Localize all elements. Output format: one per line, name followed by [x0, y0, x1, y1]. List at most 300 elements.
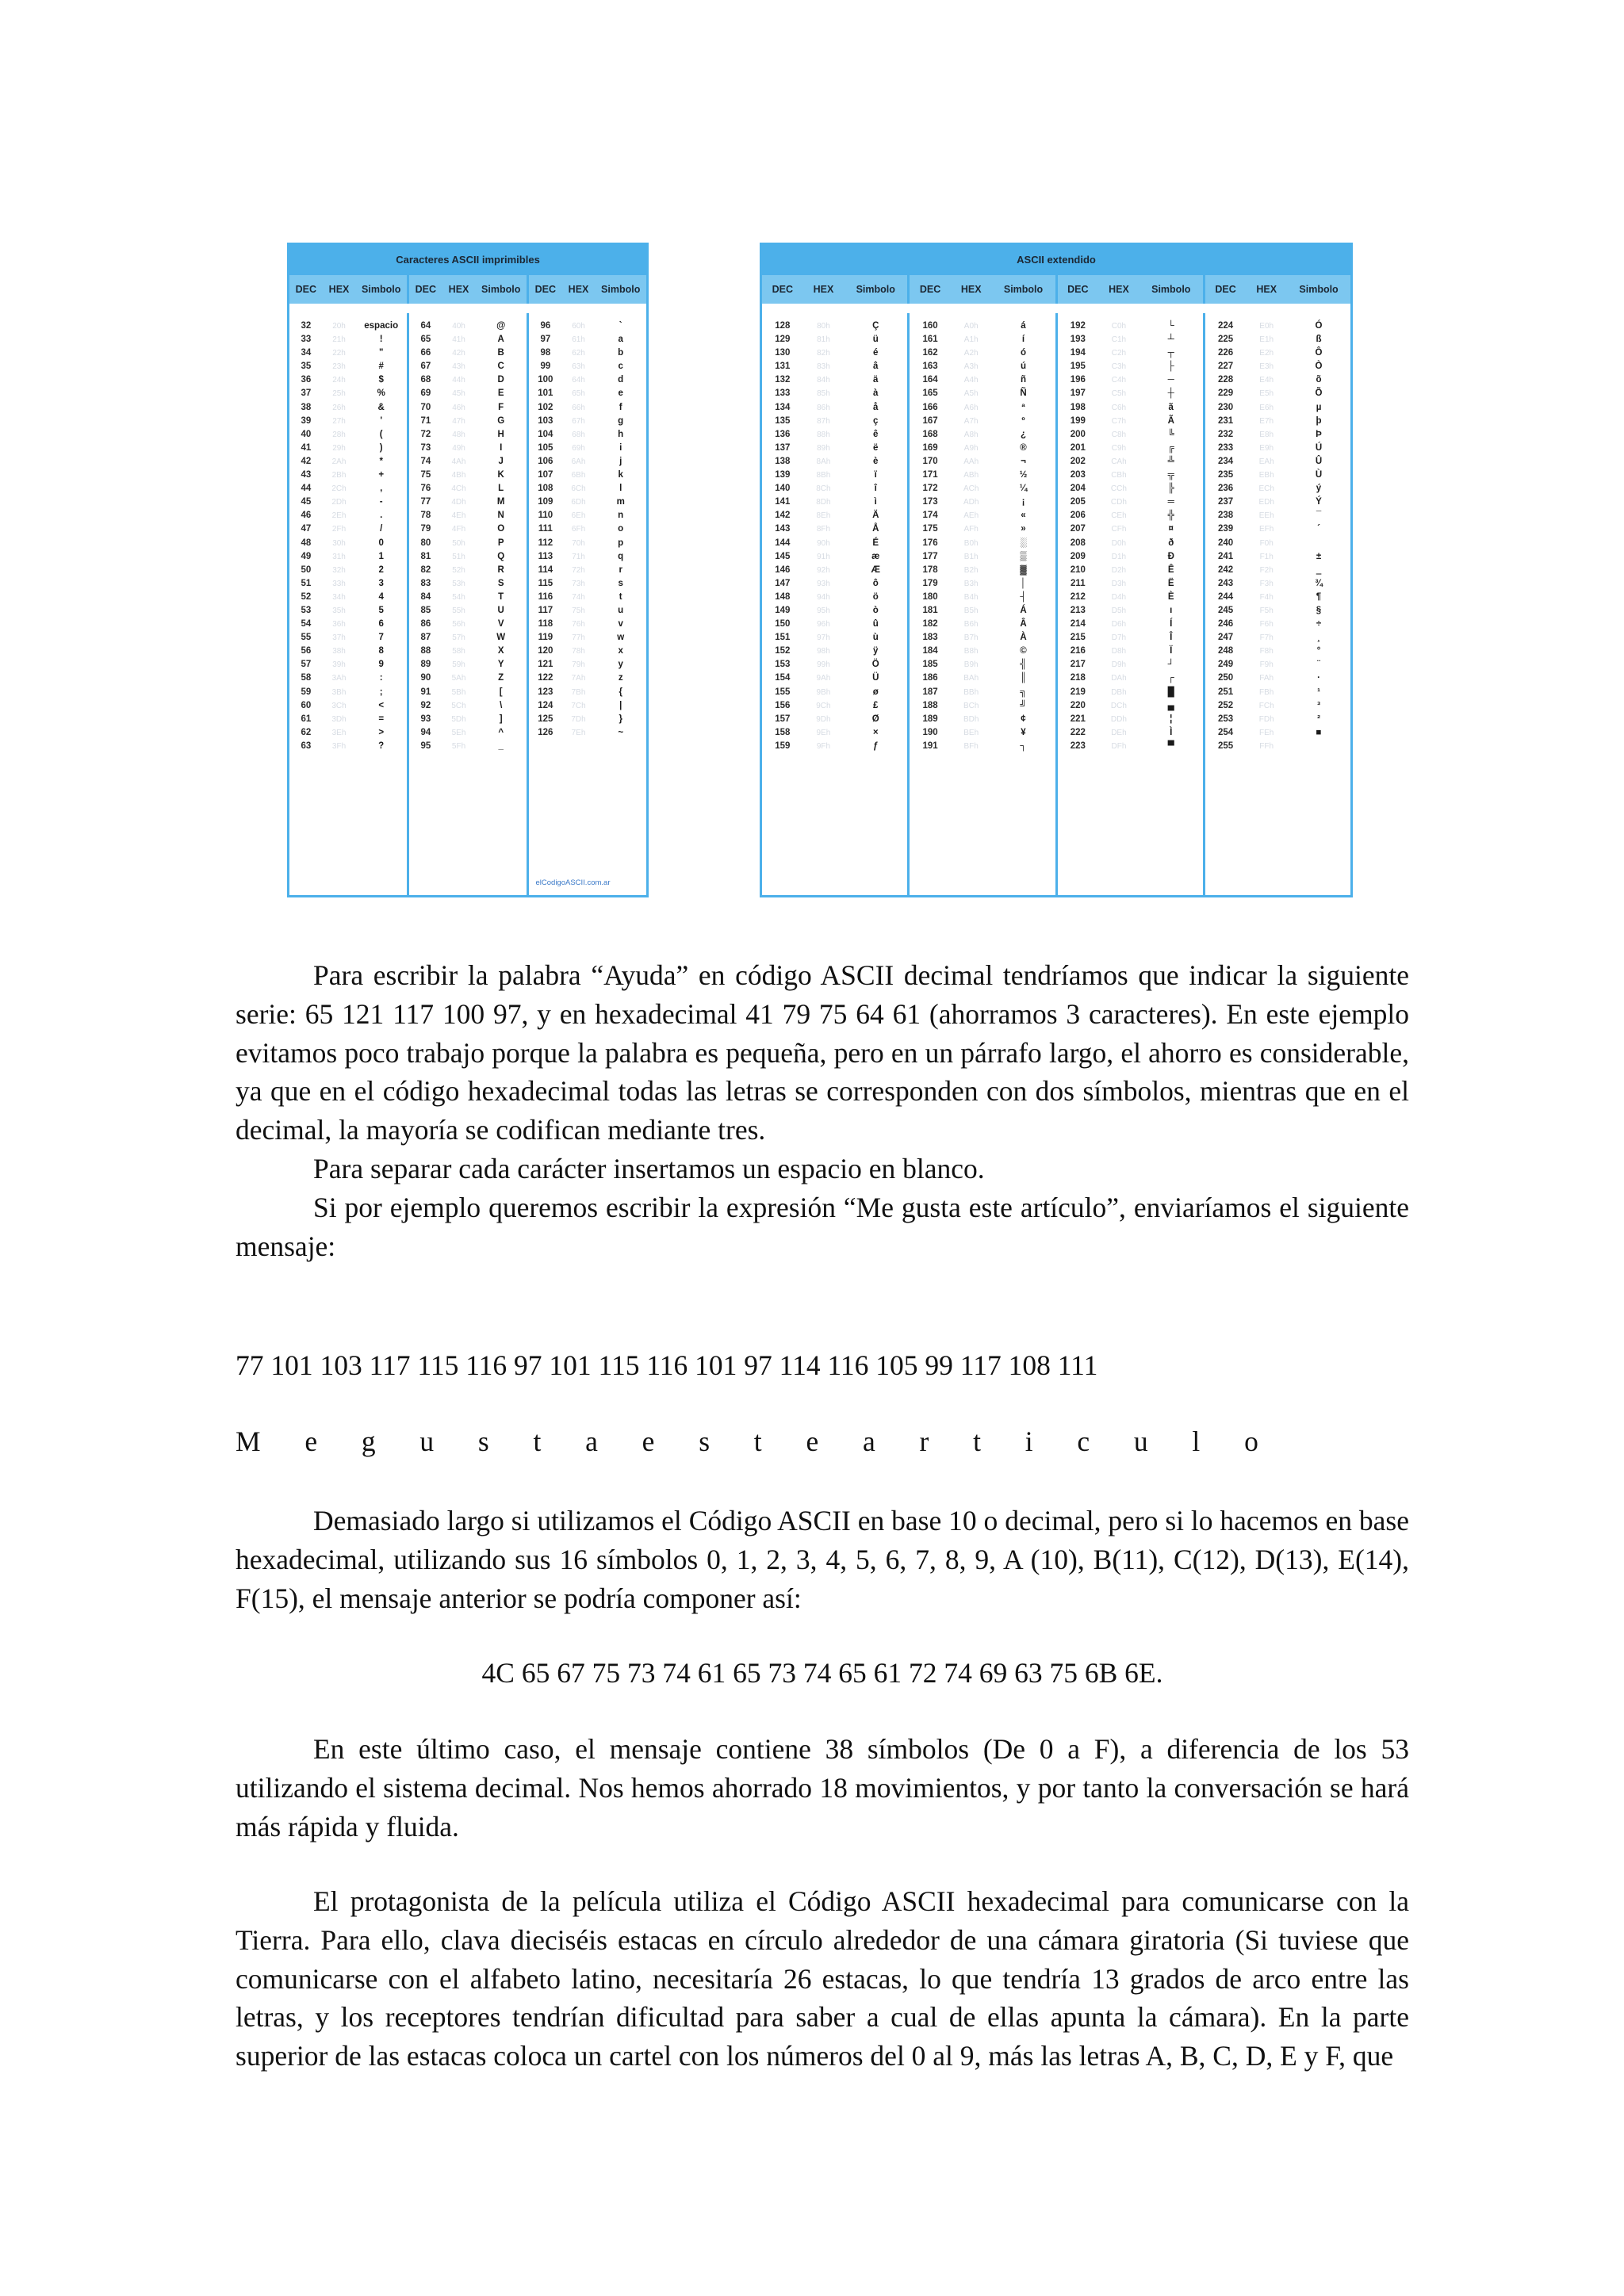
table-cell-hex: E2h	[1259, 349, 1274, 358]
table-cell-dec: 86	[420, 619, 431, 629]
table-cell-symbol: ═	[1167, 497, 1174, 507]
table-cell-dec: 32	[301, 321, 312, 331]
table-cell-hex: 7Ch	[571, 701, 586, 710]
column-header-dec: DEC	[295, 284, 317, 295]
table-cell-symbol: %	[377, 388, 385, 399]
table-cell-symbol: Ø	[871, 714, 879, 724]
table-cell-dec: 246	[1217, 619, 1234, 629]
table-cell-dec: 165	[922, 388, 938, 399]
table-cell-hex: C4h	[1111, 376, 1127, 385]
table-cell-dec: 91	[420, 687, 431, 697]
table-cell-hex: ECh	[1258, 484, 1274, 494]
table-cell-symbol: ¶	[1316, 591, 1322, 602]
table-cell-symbol: ¢	[1021, 714, 1026, 724]
table-cell-hex: CCh	[1110, 484, 1127, 494]
table-cell-hex: 4Bh	[451, 471, 466, 480]
table-cell-hex: 45h	[452, 389, 465, 399]
table-cell-hex: E4h	[1259, 376, 1274, 385]
table-cell-dec: 155	[775, 687, 791, 697]
table-cell-hex: 2Ch	[331, 484, 347, 494]
table-cell-hex: EDh	[1258, 498, 1274, 507]
table-cell-dec: 195	[1070, 362, 1086, 372]
table-cell-hex: 34h	[332, 592, 346, 602]
column-header-dec: DEC	[527, 275, 562, 304]
table-cell-symbol: E	[497, 388, 504, 399]
table-cell-dec: 196	[1070, 375, 1086, 385]
table-cell-dec: 76	[420, 484, 431, 494]
table-cell-hex: 48h	[452, 430, 465, 439]
table-cell-symbol: ~	[618, 727, 624, 737]
table-cell-symbol: ý	[1316, 484, 1322, 494]
table-cell-hex: 37h	[332, 633, 346, 643]
table-cell-symbol: ?	[378, 740, 385, 751]
table-cell-dec: 253	[1217, 714, 1234, 724]
table-cell-symbol: å	[873, 402, 879, 412]
table-cell-dec: 250	[1217, 673, 1234, 683]
table-cell-dec: 147	[775, 578, 791, 588]
table-cell-dec: 227	[1217, 362, 1234, 372]
table-cell-symbol: Ó	[1315, 321, 1323, 331]
table-cell-hex: C8h	[1111, 430, 1127, 439]
table-cell-dec: 214	[1070, 619, 1086, 629]
letter: t	[533, 1425, 542, 1457]
table-cell-symbol: õ	[1316, 375, 1322, 385]
table-cell-hex: CDh	[1110, 498, 1127, 507]
table-cell-dec: 125	[538, 714, 553, 724]
table-cell-dec: 96	[540, 321, 551, 331]
table-cell-symbol: ×	[872, 727, 879, 737]
table-cell-symbol: *	[379, 456, 383, 466]
table-cell-hex: 6Dh	[571, 498, 586, 507]
table-cell-symbol: Ë	[1167, 578, 1174, 588]
table-column-hex	[1098, 320, 1139, 895]
table-column-hex	[951, 320, 992, 895]
table-cell-hex: B1h	[963, 552, 979, 561]
table-cell-dec: 226	[1217, 348, 1234, 358]
table-column-sym	[1287, 320, 1350, 895]
table-cell-dec: 202	[1070, 456, 1086, 466]
table-cell-dec: 173	[922, 497, 938, 507]
table-cell-dec: 64	[420, 321, 431, 331]
table-cell-symbol: ▒	[1020, 551, 1027, 561]
table-cell-hex: FCh	[1258, 701, 1274, 710]
table-cell-hex: 84h	[817, 376, 830, 385]
table-cell-hex: F8h	[1259, 647, 1274, 656]
table-cell-hex: 98h	[817, 647, 830, 656]
table-cell-hex: AAh	[963, 457, 979, 466]
table-cell-hex: 61h	[572, 335, 585, 345]
table-cell-hex: FAh	[1259, 674, 1274, 683]
table-cell-hex: B2h	[963, 565, 979, 575]
letter: g	[361, 1425, 376, 1457]
column-header-hex: HEX	[328, 284, 350, 295]
table-cell-hex: 41h	[452, 335, 465, 345]
table-cell-dec: 88	[420, 646, 431, 656]
table-cell-dec: 171	[922, 470, 938, 480]
table-cell-hex: 68h	[572, 430, 585, 439]
letter: s	[477, 1425, 489, 1457]
table-cell-hex: 55h	[452, 606, 465, 615]
table-column-group	[289, 313, 407, 895]
table-cell-dec: 158	[775, 727, 791, 737]
letter-sequence	[236, 1422, 1258, 1461]
table-cell-symbol: î	[874, 484, 877, 494]
table-cell-hex: AFh	[963, 525, 979, 534]
table-cell-symbol: w	[617, 633, 625, 643]
table-column-dec	[1058, 320, 1099, 895]
paragraph: Para separar cada carácter insertamos un espacio en blanco.	[313, 1152, 985, 1184]
table-cell-hex: 97h	[817, 633, 830, 643]
table-cell-dec: 90	[420, 673, 431, 683]
table-cell-dec: 160	[922, 321, 938, 331]
table-cell-dec: 82	[420, 564, 431, 575]
table-cell-symbol: á	[1021, 321, 1026, 331]
table-cell-dec: 151	[775, 633, 791, 643]
table-cell-dec: 157	[775, 714, 791, 724]
table-cell-symbol: m	[616, 497, 625, 507]
table-cell-symbol: ±	[1316, 551, 1322, 561]
table-cell-hex: DBh	[1111, 687, 1127, 697]
table-cell-dec: 138	[775, 456, 791, 466]
table-cell-symbol: Ù	[1315, 470, 1323, 480]
table-cell-symbol: F	[498, 402, 504, 412]
table-cell-hex: 82h	[817, 349, 830, 358]
table-cell-dec: 79	[420, 524, 431, 534]
table-cell-dec: 50	[301, 564, 312, 575]
table-cell-hex: D6h	[1111, 620, 1127, 629]
table-cell-dec: 78	[420, 511, 431, 521]
table-cell-symbol: ¦	[1170, 714, 1173, 724]
table-cell-symbol: W	[496, 633, 506, 643]
decimal-code-line	[236, 1346, 1409, 1385]
table-cell-dec: 149	[775, 605, 791, 615]
table-cell-hex: C7h	[1111, 416, 1127, 426]
table-cell-dec: 198	[1070, 402, 1086, 412]
table-cell-hex: 6Bh	[571, 471, 586, 480]
table-cell-dec: 230	[1217, 402, 1234, 412]
table-cell-symbol: Ô	[1315, 348, 1323, 358]
table-cell-dec: 141	[775, 497, 791, 507]
table-cell-symbol: Ç	[872, 321, 879, 331]
table-cell-symbol: ®	[1020, 442, 1027, 453]
table-cell-symbol: v	[618, 619, 623, 629]
table-cell-symbol: H	[497, 429, 504, 439]
table-cell-dec: 152	[775, 646, 791, 656]
table-cell-symbol: Ä	[872, 511, 879, 521]
ascii-extended-table	[760, 243, 1353, 897]
table-cell-symbol: ‗	[1316, 564, 1322, 575]
table-cell-symbol: ;	[379, 687, 383, 697]
table-cell-symbol: t	[619, 591, 622, 602]
table-cell-dec: 73	[420, 442, 431, 453]
table-cell-dec: 133	[775, 388, 791, 399]
table-cell-dec: 164	[922, 375, 938, 385]
table-column-sym	[595, 320, 646, 895]
table-cell-dec: 245	[1217, 605, 1234, 615]
table-cell-symbol: Ý	[1316, 497, 1322, 507]
table-cell-hex: D3h	[1111, 579, 1127, 588]
letters-line	[236, 1422, 1409, 1461]
table-cell-dec: 180	[922, 591, 938, 602]
table-cell-symbol: ,	[380, 484, 383, 494]
table-cell-dec: 77	[420, 497, 431, 507]
table-cell-hex: A9h	[963, 443, 979, 453]
table-cell-symbol: ╠	[1167, 484, 1174, 494]
table-cell-hex: 54h	[452, 592, 465, 602]
table-cell-hex: 39h	[332, 660, 346, 670]
table-cell-dec: 80	[420, 538, 431, 548]
letter: u	[1133, 1425, 1148, 1457]
table-column-group	[527, 313, 646, 895]
table-cell-symbol: 6	[378, 619, 384, 629]
table-cell-hex: 80h	[817, 322, 830, 331]
table-cell-symbol: ù	[872, 633, 879, 643]
table-cell-hex: F2h	[1259, 565, 1274, 575]
table-cell-dec: 106	[538, 456, 553, 466]
table-cell-symbol: (	[379, 429, 383, 439]
table-cell-symbol: `	[619, 321, 622, 331]
table-cell-symbol: ▄	[1167, 700, 1174, 710]
table-column-group	[407, 313, 527, 895]
letter: r	[919, 1425, 929, 1457]
table-cell-dec: 83	[420, 578, 431, 588]
table-cell-symbol: └	[1167, 321, 1174, 331]
table-cell-hex: F1h	[1259, 552, 1274, 561]
table-cell-dec: 71	[420, 415, 431, 426]
table-cell-dec: 43	[301, 470, 312, 480]
table-cell-hex: 57h	[452, 633, 465, 643]
table-cell-dec: 44	[301, 484, 312, 494]
table-cell-hex: 25h	[332, 389, 346, 399]
table-cell-dec: 200	[1070, 429, 1086, 439]
table-cell-symbol: ³	[1317, 700, 1320, 710]
table-cell-symbol: ð	[1168, 538, 1174, 548]
table-cell-symbol: ©	[1020, 646, 1027, 656]
table-cell-symbol: ¸	[1317, 633, 1320, 643]
table-column-group	[1203, 313, 1350, 895]
table-title: Caracteres ASCII imprimibles	[289, 245, 646, 275]
table-cell-dec: 235	[1217, 470, 1234, 480]
table-cell-symbol: }	[619, 714, 622, 724]
table-cell-symbol: ─	[1167, 375, 1174, 385]
table-cell-dec: 35	[301, 362, 312, 372]
table-cell-symbol: ▀	[1167, 740, 1174, 751]
table-cell-hex: 3Eh	[331, 728, 347, 737]
table-cell-dec: 74	[420, 456, 431, 466]
table-cell-symbol: Ö	[871, 660, 879, 670]
table-cell-hex: 4Fh	[451, 525, 466, 534]
table-cell-dec: 237	[1217, 497, 1234, 507]
table-cell-symbol: ¿	[1020, 429, 1027, 439]
table-cell-symbol: §	[1316, 605, 1322, 615]
table-cell-symbol: M	[496, 497, 505, 507]
table-cell-symbol: ô	[872, 578, 879, 588]
table-cell-hex: 87h	[817, 416, 830, 426]
table-cell-hex: 73h	[572, 579, 585, 588]
table-cell-dec: 111	[538, 524, 553, 534]
table-cell-dec: 205	[1070, 497, 1086, 507]
table-cell-dec: 72	[420, 429, 431, 439]
table-cell-symbol: U	[497, 605, 504, 615]
table-cell-dec: 98	[540, 348, 551, 358]
table-cell-hex: D5h	[1111, 606, 1127, 615]
table-cell-symbol: ║	[1020, 673, 1027, 683]
table-column-dec	[910, 320, 951, 895]
table-cell-hex: B5h	[963, 606, 979, 615]
table-cell-hex: 31h	[332, 552, 346, 561]
table-cell-symbol: █	[1167, 687, 1174, 697]
table-cell-symbol: ]	[499, 714, 503, 724]
table-cell-hex: D7h	[1111, 633, 1127, 643]
ascii-printable-table	[287, 243, 649, 897]
table-cell-symbol: ä	[873, 375, 879, 385]
table-cell-hex: 75h	[572, 606, 585, 615]
table-cell-symbol: e	[618, 388, 623, 399]
table-cell-symbol: +	[378, 470, 385, 480]
column-header-dec: DEC	[907, 275, 951, 304]
table-cell-symbol: Ï	[1170, 646, 1173, 656]
table-cell-hex: 81h	[817, 335, 830, 345]
table-cell-hex: 23h	[332, 362, 346, 372]
table-cell-hex: 38h	[332, 647, 346, 656]
letter: o	[1244, 1425, 1258, 1457]
table-cell-dec: 255	[1217, 740, 1234, 751]
table-column-dec	[289, 320, 323, 895]
table-cell-dec: 108	[538, 484, 553, 494]
table-cell-hex: ADh	[963, 498, 979, 507]
letter: e	[806, 1425, 819, 1457]
table-cell-hex: E5h	[1259, 389, 1274, 399]
table-cell-hex: 6Ah	[571, 457, 586, 466]
table-column-hex	[803, 320, 845, 895]
table-cell-symbol: 9	[378, 660, 384, 670]
table-cell-hex: BEh	[963, 728, 979, 737]
table-cell-hex: E1h	[1259, 335, 1274, 345]
table-cell-dec: 46	[301, 511, 312, 521]
table-cell-symbol: ╣	[1020, 660, 1027, 670]
table-cell-hex: 93h	[817, 579, 830, 588]
table-cell-symbol: X	[497, 646, 504, 656]
table-cell-symbol: k	[618, 470, 623, 480]
table-cell-dec: 212	[1070, 591, 1086, 602]
table-cell-dec: 34	[301, 348, 312, 358]
table-cell-hex: F7h	[1259, 633, 1274, 643]
table-cell-hex: 72h	[572, 565, 585, 575]
table-cell-hex: 42h	[452, 349, 465, 358]
table-cell-dec: 69	[420, 388, 431, 399]
table-cell-symbol: Á	[1020, 605, 1027, 615]
hex-code-line	[236, 1654, 1409, 1693]
table-cell-hex: 59h	[452, 660, 465, 670]
table-cell-dec: 126	[538, 727, 553, 737]
column-header-hex: HEX	[960, 284, 982, 295]
table-cell-hex: ABh	[963, 471, 979, 480]
table-cell-hex: 7Ah	[571, 674, 586, 683]
table-column-sym	[844, 320, 907, 895]
table-cell-dec: 60	[301, 700, 312, 710]
table-cell-symbol: À	[1020, 633, 1027, 643]
column-header-symbol: Simbolo	[362, 284, 401, 295]
table-cell-hex: E3h	[1259, 362, 1274, 372]
table-cell-hex: 65h	[572, 389, 585, 399]
table-cell-dec: 251	[1217, 687, 1234, 697]
table-cell-symbol: Î	[1170, 633, 1173, 643]
table-cell-dec: 81	[420, 551, 431, 561]
table-cell-hex: 2Ah	[331, 457, 347, 466]
table-cell-dec: 223	[1070, 740, 1086, 751]
table-cell-dec: 58	[301, 673, 312, 683]
table-cell-dec: 150	[775, 619, 791, 629]
table-cell-dec: 210	[1070, 564, 1086, 575]
table-cell-dec: 131	[775, 362, 791, 372]
table-cell-dec: 99	[540, 362, 551, 372]
table-cell-dec: 166	[922, 402, 938, 412]
table-cell-dec: 243	[1217, 578, 1234, 588]
table-cell-symbol: ┐	[1020, 740, 1027, 751]
table-cell-dec: 110	[538, 511, 553, 521]
table-cell-hex: 22h	[332, 349, 346, 358]
table-cell-hex: 8Bh	[816, 471, 831, 480]
table-column-hex	[442, 320, 476, 895]
table-cell-hex: A3h	[963, 362, 979, 372]
table-cell-symbol: o	[618, 524, 624, 534]
table-cell-symbol: «	[1021, 511, 1026, 521]
table-cell-hex: CAh	[1111, 457, 1127, 466]
table-cell-dec: 51	[301, 578, 312, 588]
table-cell-hex: 51h	[452, 552, 465, 561]
table-cell-symbol: à	[873, 388, 879, 399]
table-cell-dec: 234	[1217, 456, 1234, 466]
table-cell-dec: 177	[922, 551, 938, 561]
table-cell-symbol: Ã	[1167, 415, 1174, 426]
table-cell-hex: BBh	[963, 687, 979, 697]
table-cell-symbol: :	[379, 673, 383, 683]
table-cell-dec: 163	[922, 362, 938, 372]
table-column-group	[762, 313, 907, 895]
table-cell-hex: D8h	[1111, 647, 1127, 656]
table-cell-hex: 69h	[572, 443, 585, 453]
table-cell-symbol: f	[619, 402, 622, 412]
table-cell-symbol: {	[619, 687, 622, 697]
table-cell-hex: 99h	[817, 660, 830, 670]
table-cell-symbol: .	[380, 511, 383, 521]
table-cell-hex: D2h	[1111, 565, 1127, 575]
table-cell-dec: 94	[420, 727, 431, 737]
table-cell-symbol: ┼	[1167, 388, 1174, 399]
table-cell-dec: 216	[1070, 646, 1086, 656]
table-cell-symbol: ê	[873, 429, 879, 439]
table-header-row	[289, 275, 646, 304]
table-cell-hex: 5Ch	[451, 701, 466, 710]
table-cell-symbol: G	[497, 415, 505, 426]
table-cell-hex: 8Ah	[816, 457, 831, 466]
table-cell-dec: 118	[538, 619, 553, 629]
table-cell-symbol: O	[497, 524, 505, 534]
table-cell-dec: 66	[420, 348, 431, 358]
table-cell-dec: 57	[301, 660, 312, 670]
table-cell-symbol: Z	[498, 673, 504, 683]
body-text	[236, 1730, 1409, 1846]
table-cell-symbol: ö	[872, 591, 879, 602]
table-cell-dec: 192	[1070, 321, 1086, 331]
table-cell-dec: 242	[1217, 564, 1234, 575]
letter: t	[753, 1425, 762, 1457]
table-cell-hex: C0h	[1111, 322, 1127, 331]
table-cell-dec: 178	[922, 564, 938, 575]
table-column-group	[907, 313, 1055, 895]
table-cell-dec: 103	[538, 415, 553, 426]
table-cell-symbol: B	[497, 348, 504, 358]
